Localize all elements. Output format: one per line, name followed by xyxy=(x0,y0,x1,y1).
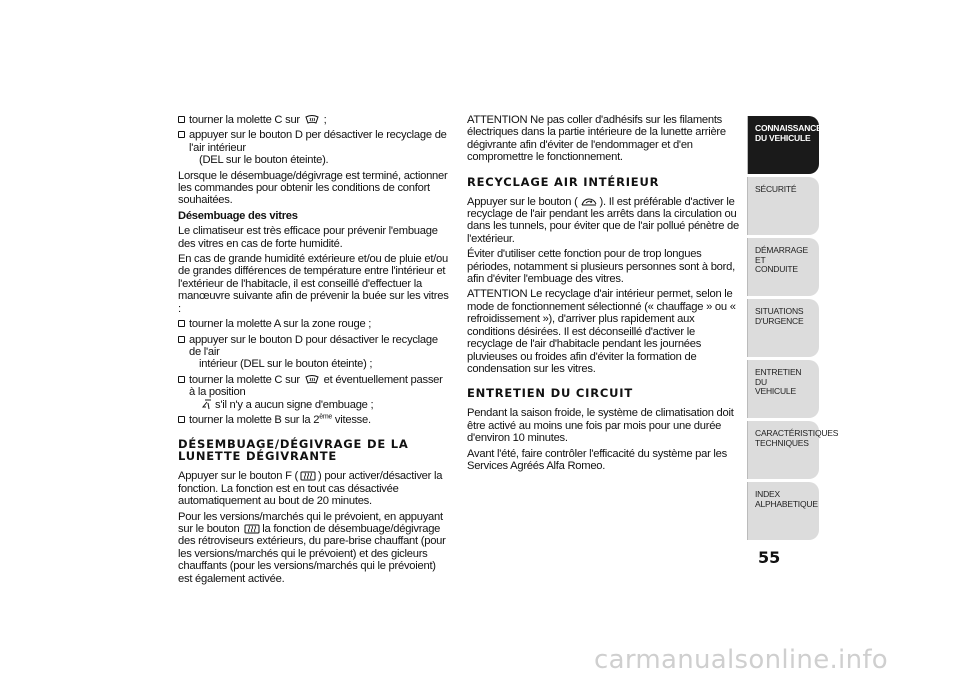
tab-label: ENTRETIEN DU xyxy=(755,367,802,387)
tab-caracteristiques-techniques[interactable] xyxy=(747,421,839,479)
bullet-text: tourner la molette C sur xyxy=(189,114,300,126)
paragraph-text: ) pour activer/désactiver la fonction. La fonction est en tout cas désactivée automatiquement au bout de 20 minutes. xyxy=(178,470,443,508)
rear-window-defrost-icon xyxy=(244,524,260,534)
bullet-item xyxy=(178,129,450,166)
paragraph: Avant l'été, faire contrôler l'efficacité du système par les Services Agréés Alfa Romeo. xyxy=(467,447,727,472)
paragraph: Éviter d'utiliser cette fonction pour de trop longues périodes, notamment si plusieurs personnes sont à bord, afin d'éviter l'embuage des vitres. xyxy=(467,248,735,286)
tab-label: CARACTÉRISTIQUES xyxy=(755,428,839,438)
bullet-text-cont: intérieur (DEL sur le bouton éteinte) ; xyxy=(199,358,373,371)
tab-label: DÉMARRAGE ET xyxy=(755,245,808,265)
tab-entretien-du-vehicule[interactable] xyxy=(747,360,819,418)
watermark: carmanualsonline.info xyxy=(594,645,889,675)
chapter-tabs xyxy=(747,116,839,543)
tab-label: VEHICULE xyxy=(755,386,796,396)
section-heading: DÉSEMBUAGE/DÉGIVRAGE DE LA LUNETTE DÉGIVRANTE xyxy=(178,437,409,464)
left-column xyxy=(178,114,450,588)
tab-label: CONDUITE xyxy=(755,264,798,274)
paragraph: Le climatiseur est très efficace pour prévenir l'embuage des vitres en cas de forte humidité. xyxy=(178,225,438,250)
page-number: 55 xyxy=(758,548,781,567)
paragraph xyxy=(467,196,739,246)
paragraph: En cas de grande humidité extérieure et/ou de pluie et/ou de grandes différences de température entre l'intérieur et l'extérieur de l'habitacle, il est conseillé d'effectuer la manœuvre suivante afin de prévenir la buée sur les vitres : xyxy=(178,253,449,315)
bullet-text: s'il n'y a aucun signe d'embuage ; xyxy=(215,398,374,411)
tab-label: ALPHABETIQUE xyxy=(755,498,818,509)
paragraph xyxy=(178,511,450,585)
section-heading: ENTRETIEN DU CIRCUIT xyxy=(467,386,634,401)
paragraph-text: Pour les versions/marchés qui le prévoient, en appuyant sur le bouton xyxy=(178,510,443,535)
right-column xyxy=(467,114,739,475)
tab-label: SITUATIONS xyxy=(755,306,804,316)
paragraph-text: Appuyer sur le bouton ( xyxy=(467,195,578,208)
paragraph: Pendant la saison froide, le système de climatisation doit être activé au moins une fois par mois pour une durée d'environ 10 minutes. xyxy=(467,407,734,445)
paragraph xyxy=(178,470,450,507)
windshield-defrost-icon xyxy=(305,375,319,385)
paragraph-text: ). Il est préférable d'activer le recyclage de l'air pendant les arrêts dans la circulation ou dans les tunnels, pour éviter que de l'air pollué pénètre de l'extérieur. xyxy=(467,195,739,245)
tab-index-alphabetique[interactable] xyxy=(747,482,819,540)
bullet-text-cont xyxy=(189,399,450,411)
bullet-item xyxy=(178,334,450,371)
bullet-text: ; xyxy=(323,114,327,126)
bullet-text: appuyer sur le bouton D per désactiver le recyclage de l'air intérieur xyxy=(189,129,447,154)
paragraph-text: Appuyer sur le bouton F ( xyxy=(178,470,298,483)
tab-label: SÉCURITÉ xyxy=(755,184,797,194)
tab-label: DU VEHICULE xyxy=(755,132,811,143)
bullet-text: et éventuellement passer à la position xyxy=(189,373,443,399)
rear-window-defrost-icon xyxy=(300,471,316,481)
windshield-defrost-icon xyxy=(305,115,319,125)
bullet-text: tourner la molette B sur la 2 xyxy=(189,413,320,426)
section-heading: RECYCLAGE AIR INTÉRIEUR xyxy=(467,174,660,189)
bullet-text: appuyer sur le bouton D pour désactiver le recyclage de l'air xyxy=(189,333,438,358)
tab-demarrage-et-conduite[interactable] xyxy=(747,238,819,296)
bullet-item xyxy=(178,374,450,411)
bullet-text-cont: (DEL sur le bouton éteinte). xyxy=(199,154,329,167)
bullet-text: vitesse. xyxy=(334,413,371,426)
paragraph: Lorsque le désembuage/dégivrage est terminé, actionner les commandes pour obtenir les conditions de confort souhaitées. xyxy=(178,169,448,207)
tab-securite[interactable] xyxy=(747,177,819,235)
bullet-item xyxy=(178,114,450,126)
subheading: Désembuage des vitres xyxy=(178,209,298,222)
warning-paragraph: ATTENTION Le recyclage d'air intérieur permet, selon le mode de fonctionnement sélectionné (« chauffage » ou « refroidissement »), d'arriver plus rapidement aux conditions désirées. Il est déconseillé d'activer le recyclage de l'air d'habitacle pendant les journées pluvieuses ou froides afin d'éviter la formation de condensation sur les vitres. xyxy=(467,288,736,375)
tab-label: D'URGENCE xyxy=(755,315,804,326)
tab-situations-d-urgence[interactable] xyxy=(747,299,819,357)
recirculation-icon xyxy=(580,197,598,207)
feet-windshield-icon xyxy=(201,399,213,410)
tab-label: INDEX xyxy=(755,489,780,499)
superscript: ème xyxy=(319,413,333,421)
bullet-item xyxy=(178,414,450,426)
bullet-text: tourner la molette A sur la zone rouge ; xyxy=(189,318,372,331)
paragraph-text: la fonction de désembuage/dégivrage des rétroviseurs extérieurs, du pare-brise chauffant (pour les versions/marchés qui le prévoient) et des gicleurs chauffants (pour les versions/marchés qui le prévoient) est également activée. xyxy=(178,522,446,585)
tab-connaissance-du-vehicule[interactable] xyxy=(747,116,822,174)
tab-label: CONNAISSANCE xyxy=(755,123,822,133)
tab-label: TECHNIQUES xyxy=(755,437,809,448)
bullet-text: tourner la molette C sur xyxy=(189,373,300,386)
warning-paragraph: ATTENTION Ne pas coller d'adhésifs sur les filaments électriques dans la partie intérieure de la lunette arrière dégivrante afin d'éviter de l'endommager et d'en compromettre le fonctionnement. xyxy=(467,114,726,164)
bullet-item xyxy=(178,318,450,330)
